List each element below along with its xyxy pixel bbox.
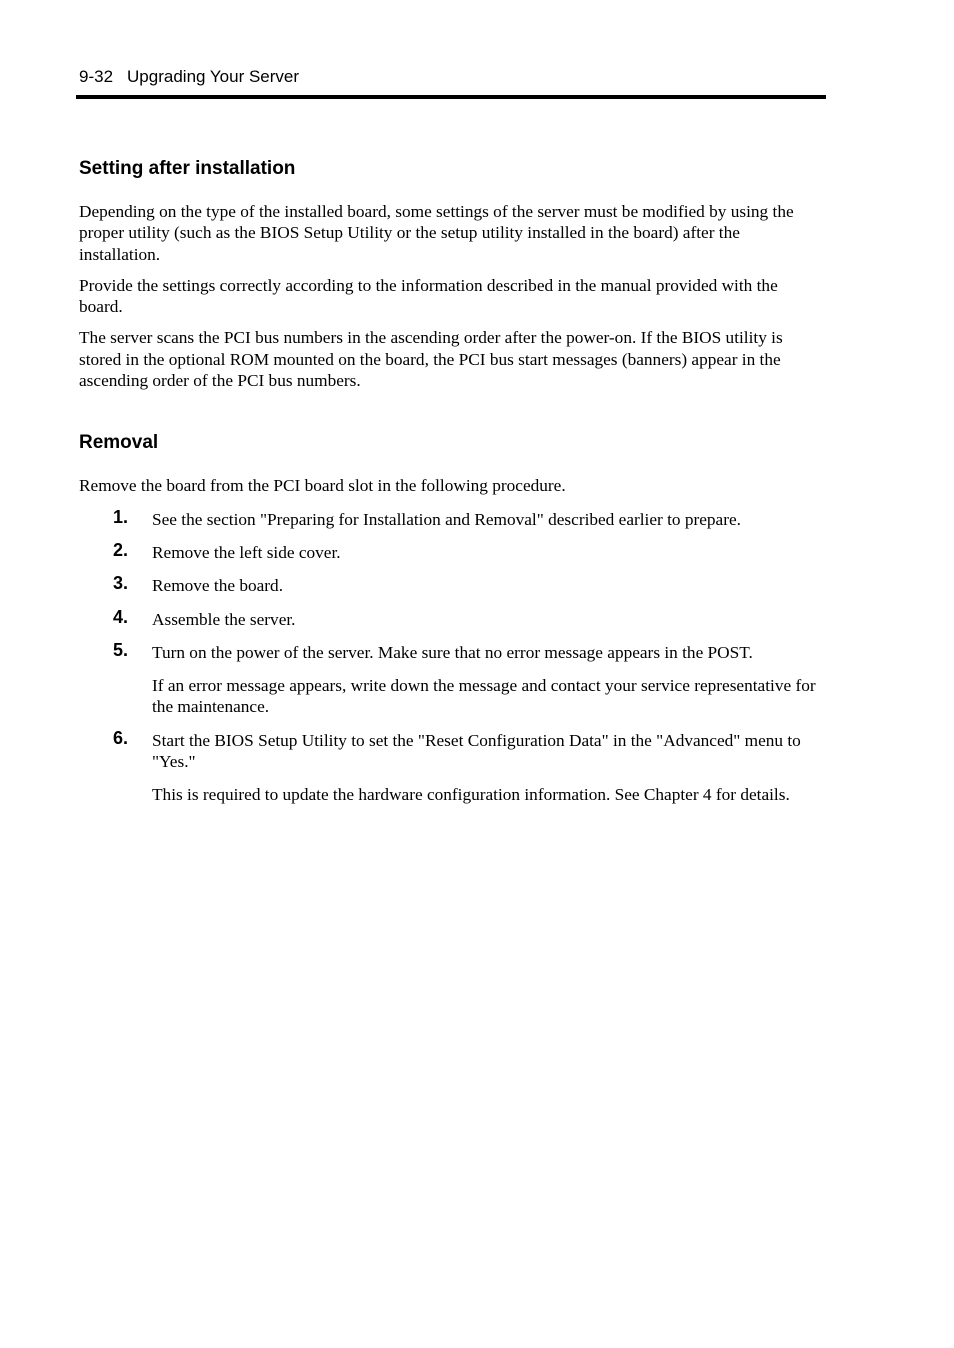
list-item	[79, 506, 824, 530]
paragraph: Depending on the type of the installed board, some settings of the server must be modified by using the proper utility (such as the BIOS Setup Utility or the setup utility installed in the board) after the installation.	[79, 202, 794, 264]
section-title-removal: Removal	[79, 432, 159, 454]
list-item	[79, 639, 824, 718]
step-number: 4.	[113, 606, 129, 627]
page-content	[79, 155, 824, 818]
paragraph: The server scans the PCI bus numbers in the ascending order after the power-on. If the BIOS utility is stored in the optional ROM mounted on the board, the PCI bus start messages (banners) appear in the ascending order of the PCI bus numbers.	[79, 328, 783, 391]
step-number: 5.	[113, 639, 129, 660]
step-text: Assemble the server.	[152, 609, 296, 629]
removal-section	[79, 429, 824, 805]
step-number: 3.	[113, 573, 129, 594]
step-text: Turn on the power of the server. Make sure that no error message appears in the POST.	[152, 642, 753, 662]
list-item	[79, 606, 824, 630]
step-text: Remove the board.	[152, 576, 284, 596]
setting-after-installation-section	[79, 155, 824, 391]
list-item	[79, 727, 824, 806]
step-note: If an error message appears, write down the message and contact your service representative for the maintenance.	[152, 676, 816, 717]
section-title-setting: Setting after installation	[79, 158, 296, 179]
step-text: Remove the left side cover.	[152, 542, 341, 562]
list-item	[79, 575, 824, 596]
step-number: 6.	[113, 727, 129, 748]
removal-intro: Remove the board from the PCI board slot in the following procedure.	[79, 476, 566, 496]
paragraph: Provide the settings correctly according to the information described in the manual provided with the board.	[79, 275, 778, 317]
step-note: This is required to update the hardware configuration information. See Chapter 4 for details.	[152, 785, 790, 805]
list-item	[79, 539, 824, 563]
chapter-title: Upgrading Your Server	[127, 67, 300, 86]
step-text: Start the BIOS Setup Utility to set the "Reset Configuration Data" in the "Advanced" menu to "Yes."	[152, 730, 801, 772]
removal-steps-list	[79, 506, 824, 806]
page-header	[79, 66, 299, 88]
step-text: See the section "Preparing for Installation and Removal" described earlier to prepare.	[152, 509, 741, 529]
step-number: 2.	[113, 539, 129, 560]
page-number: 9-32	[79, 67, 114, 86]
header-rule	[76, 95, 826, 99]
step-number: 1.	[113, 506, 129, 527]
